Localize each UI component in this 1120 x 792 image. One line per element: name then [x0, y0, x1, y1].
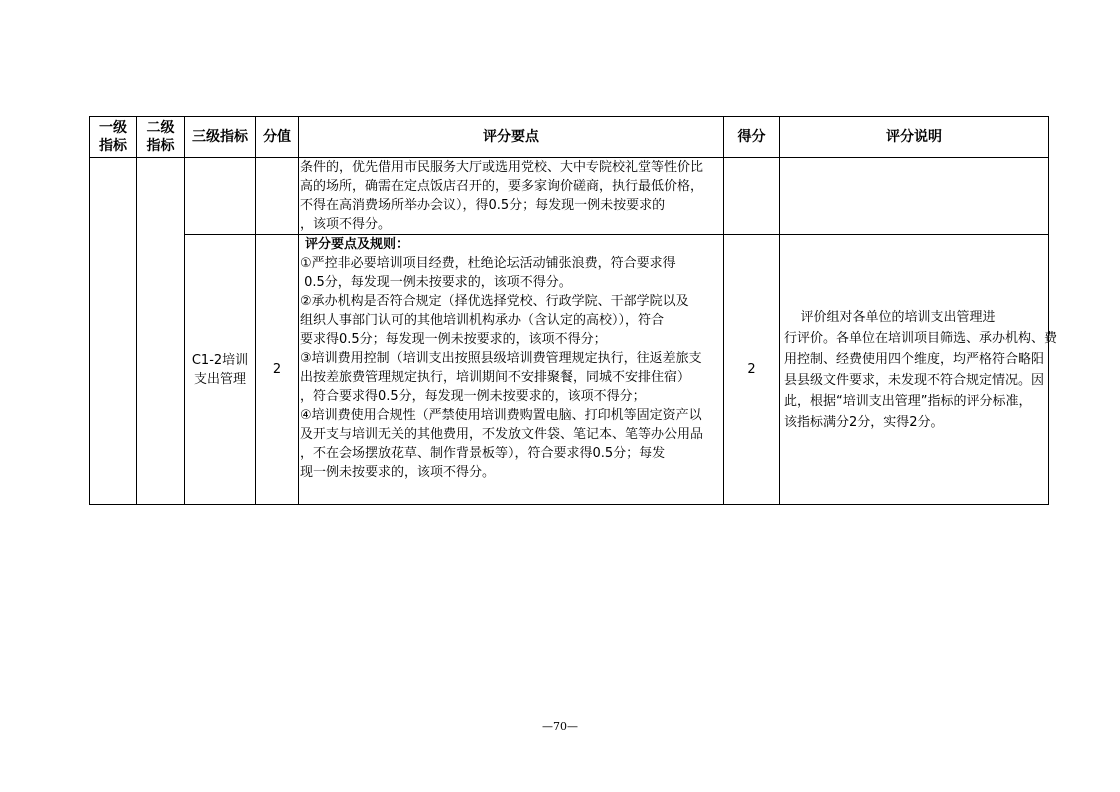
description-cell: [780, 158, 1049, 235]
description-line: 评价组对各单位的培训支出管理进: [784, 309, 996, 325]
scoring-points-cell: [299, 158, 724, 235]
points-line: ，符合要求得0.5分，每发现一例未按要求的，该项不得分；: [300, 389, 646, 404]
page-number: —70—: [542, 720, 578, 733]
points-line: 不得在高消费场所举办会议），得0.5分；每发现一例未按要求的: [300, 198, 666, 213]
points-line: 现一例未按要求的，该项不得分。: [300, 465, 496, 480]
description-line: 用控制、经费使用四个维度，均严格符合略阳: [784, 351, 1045, 367]
score-value-cell: [256, 158, 299, 235]
scoring-points-cell: [299, 235, 724, 505]
indicator-cell: [185, 235, 256, 505]
points-line: ②承办机构是否符合规定（择优选择党校、行政学院、干部学院以及: [300, 294, 689, 309]
points-line: ④培训费使用合规性（严禁使用培训费购置电脑、打印机等固定资产以: [300, 408, 702, 423]
points-line: ，不在会场摆放花草、制作背景板等），符合要求得0.5分；每发: [300, 446, 666, 461]
score-got-cell: [724, 158, 780, 235]
points-line: 条件的，优先借用市民服务大厅或选用党校、大中专院校礼堂等性价比: [300, 160, 704, 175]
header-level3: 三级指标: [185, 117, 256, 158]
points-line: 及开支与培训无关的其他费用，不发放文件袋、笔记本、笔等办公用品: [300, 427, 704, 442]
score-got-cell: 2: [724, 235, 780, 505]
description-line: 县县级文件要求，未发现不符合规定情况。因: [784, 372, 1045, 388]
points-line: 组织人事部门认可的其他培训机构承办（含认定的高校）），符合: [300, 313, 665, 328]
header-scoring-points: 评分要点: [299, 117, 724, 158]
points-line: ①严控非必要培训项目经费，杜绝论坛活动铺张浪费，符合要求得: [300, 256, 676, 271]
evaluation-table: [89, 116, 1058, 505]
indicator-label: C1-2培训 支出管理: [191, 352, 249, 387]
points-line: 高的场所，确需在定点饭店召开的，要多家询价磋商，执行最低价格，: [300, 179, 704, 194]
points-line: 要求得0.5分；每发现一例未按要求的，该项不得分；: [300, 332, 607, 347]
description-line: 行评价。各单位在培训项目筛选、承办机构、费: [784, 330, 1058, 346]
header-level1: 一级 指标: [90, 117, 137, 158]
header-row: [90, 117, 1049, 158]
points-line: ③培训费用控制（培训支出按照县级培训费管理规定执行，往返差旅支: [300, 351, 702, 366]
points-line: ，该项不得分。: [300, 217, 392, 232]
table-row: [90, 235, 1049, 505]
points-line: 出按差旅费管理规定执行，培训期间不安排聚餐，同城不安排住宿）: [300, 370, 691, 385]
header-score-value: 分值: [256, 117, 299, 158]
table-row: [90, 158, 1049, 235]
header-score-got: 得分: [724, 117, 780, 158]
description-cell: [780, 235, 1058, 505]
header-description: 评分说明: [780, 117, 1049, 158]
level2-cell: [137, 158, 185, 505]
description-line: 该指标满分2分，实得2分。: [784, 414, 944, 430]
header-level2: 二级 指标: [137, 117, 185, 158]
points-title: 评分要点及规则：: [305, 237, 410, 252]
level3-cell: [185, 158, 256, 235]
level1-cell: [90, 158, 137, 505]
points-line: 0.5分，每发现一例未按要求的，该项不得分。: [300, 275, 572, 290]
score-value-cell: 2: [256, 235, 299, 505]
description-line: 此，根据“培训支出管理”指标的评分标准，: [784, 393, 1032, 409]
